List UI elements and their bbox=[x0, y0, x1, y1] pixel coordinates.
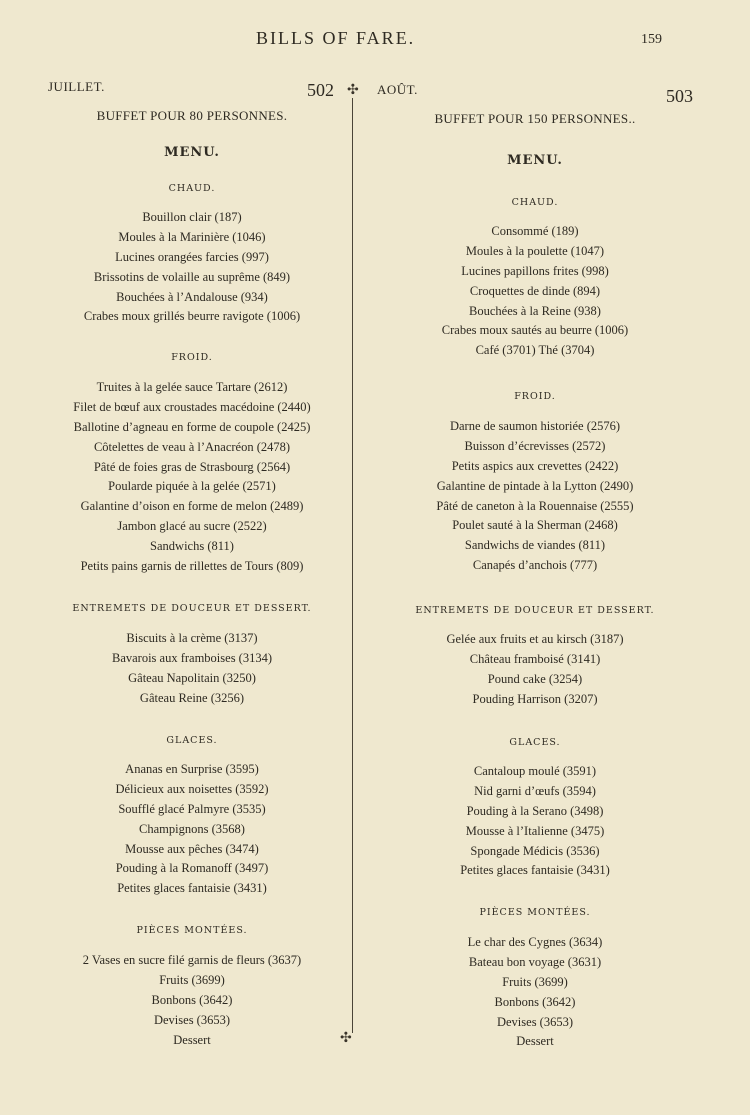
menu-item: Petites glaces fantaisie (3431) bbox=[117, 881, 267, 896]
menu-item: Lucines papillons frites (998) bbox=[461, 263, 609, 278]
section-items-glaces bbox=[373, 762, 697, 881]
menu-item: Gâteau Reine (3256) bbox=[139, 690, 245, 705]
menu-item: Petits aspics aux crevettes (2422) bbox=[451, 458, 619, 473]
section-title-chaud: CHAUD. bbox=[511, 197, 559, 208]
section-items-pieces-montees bbox=[373, 933, 697, 1052]
menu-item: Bonbons (3642) bbox=[151, 992, 233, 1007]
section-items-chaud bbox=[373, 222, 697, 361]
menu-item: Brissotins de volaille au suprême (849) bbox=[93, 269, 291, 284]
menu-item: Bouchées à l’Andalouse (934) bbox=[116, 289, 268, 304]
section-title-froid: FROID. bbox=[514, 391, 556, 402]
menu-item: Soufflé glacé Palmyre (3535) bbox=[118, 801, 266, 816]
menu-item: Petites glaces fantaisie (3431) bbox=[460, 863, 610, 878]
menu-item: 2 Vases en sucre filé garnis de fleurs (3637) bbox=[82, 953, 302, 967]
menu-item: Fruits (3699) bbox=[159, 972, 225, 987]
section-title-entremets: ENTREMETS DE DOUCEUR ET DESSERT. bbox=[415, 605, 655, 616]
menu-item: Spongade Médicis (3536) bbox=[470, 843, 600, 858]
section-title-pieces-montees: PIÈCES MONTÉES. bbox=[479, 907, 591, 918]
menu-item: Bavarois aux framboises (3134) bbox=[111, 650, 273, 665]
buffet-heading: BUFFET POUR 150 PERSONNES.. bbox=[434, 111, 636, 126]
menu-item: Bonbons (3642) bbox=[494, 994, 576, 1009]
menu-item: Dessert bbox=[173, 1032, 211, 1047]
buffet-heading: BUFFET POUR 80 PERSONNES. bbox=[96, 108, 288, 123]
menu-item: Pâté de caneton à la Rouennaise (2555) bbox=[436, 498, 634, 513]
section-title-froid: FROID. bbox=[171, 352, 213, 363]
menu-month: AOÛT. bbox=[377, 82, 418, 97]
menu-item: Gelée aux fruits et au kirsch (3187) bbox=[446, 632, 624, 646]
menu-item: Sandwichs de viandes (811) bbox=[464, 538, 606, 553]
menu-number: 502 bbox=[307, 80, 334, 100]
menu-item: Crabes moux grillés beurre ravigote (1006) bbox=[83, 309, 301, 324]
section-title-entremets: ENTREMETS DE DOUCEUR ET DESSERT. bbox=[72, 603, 312, 614]
section-title-chaud: CHAUD. bbox=[168, 183, 216, 194]
menu-item: Ananas en Surprise (3595) bbox=[125, 762, 259, 776]
menu-item: Canapés d’anchois (777) bbox=[472, 558, 598, 573]
menu-item: Bouchées à la Reine (938) bbox=[469, 303, 601, 318]
menu-item: Galantine d’oison en forme de melon (2489) bbox=[80, 499, 304, 514]
menu-item: Cantaloup moulé (3591) bbox=[473, 764, 597, 778]
menu-item: Pouding à la Serano (3498) bbox=[466, 803, 604, 818]
menu-month: JUILLET. bbox=[48, 79, 105, 94]
section-items-froid bbox=[373, 417, 697, 576]
page-number: 159 bbox=[641, 32, 662, 47]
menu-item: Le char des Cygnes (3634) bbox=[467, 935, 603, 949]
menu-item: Fruits (3699) bbox=[502, 974, 568, 989]
menu-item: Mousse aux pêches (3474) bbox=[125, 841, 259, 856]
menu-item: Champignons (3568) bbox=[139, 821, 245, 836]
section-items-pieces-montees bbox=[30, 951, 354, 1050]
menu-item: Biscuits à la crème (3137) bbox=[126, 631, 258, 645]
menu-item: Côtelettes de veau à l’Anacréon (2478) bbox=[93, 439, 291, 454]
menu-item: Pouding Harrison (3207) bbox=[472, 691, 598, 706]
menu-item: Ballotine d’agneau en forme de coupole (2425) bbox=[73, 419, 311, 434]
section-title-glaces: GLACES. bbox=[166, 735, 218, 746]
menu-item: Crabes moux sautés au beurre (1006) bbox=[441, 323, 629, 338]
menu-item: Café (3701) Thé (3704) bbox=[475, 343, 595, 358]
menu-item: Truites à la gelée sauce Tartare (2612) bbox=[96, 380, 288, 394]
section-items-entremets bbox=[373, 630, 697, 710]
menu-item: Lucines orangées farcies (997) bbox=[115, 249, 269, 264]
menu-item: Château framboisé (3141) bbox=[469, 651, 601, 666]
menu-item: Moules à la poulette (1047) bbox=[465, 243, 605, 258]
menu-item: Petits pains garnis de rillettes de Tours (809) bbox=[80, 559, 304, 574]
section-title-glaces: GLACES. bbox=[509, 737, 561, 748]
section-items-froid bbox=[30, 378, 354, 577]
menu-item: Bateau bon voyage (3631) bbox=[468, 954, 602, 969]
section-items-entremets bbox=[30, 629, 354, 709]
section-items-chaud bbox=[30, 208, 354, 327]
ornament-cross-top: ✣ bbox=[347, 82, 359, 98]
menu-number: 503 bbox=[666, 86, 693, 106]
menu-item: Poulet sauté à la Sherman (2468) bbox=[452, 518, 618, 533]
menu-item: Délicieux aux noisettes (3592) bbox=[115, 781, 269, 796]
menu-item: Bouillon clair (187) bbox=[142, 210, 242, 224]
menu-item: Darne de saumon historiée (2576) bbox=[449, 419, 621, 433]
menu-item: Galantine de pintade à la Lytton (2490) bbox=[436, 478, 634, 493]
menu-item: Nid garni d’œufs (3594) bbox=[474, 783, 596, 798]
menu-item: Sandwichs (811) bbox=[150, 539, 234, 554]
menu-item: Poularde piquée à la gelée (2571) bbox=[108, 479, 276, 494]
section-items-glaces bbox=[30, 760, 354, 899]
section-title-pieces-montees: PIÈCES MONTÉES. bbox=[136, 925, 248, 936]
menu-item: Buisson d’écrevisses (2572) bbox=[464, 438, 606, 453]
menu-item: Croquettes de dinde (894) bbox=[469, 283, 601, 298]
menu-item: Devises (3653) bbox=[153, 1012, 231, 1027]
menu-item: Gâteau Napolitain (3250) bbox=[128, 670, 256, 685]
menu-item: Pound cake (3254) bbox=[487, 671, 583, 686]
menu-502-column bbox=[42, 0, 342, 1115]
menu-item: Mousse à l’Italienne (3475) bbox=[465, 823, 605, 838]
menu-item: Devises (3653) bbox=[496, 1014, 574, 1029]
ornament-cross-bottom: ✣ bbox=[340, 1030, 352, 1046]
menu-item: Filet de bœuf aux croustades macédoine (2440) bbox=[73, 399, 311, 414]
menu-title: MENU. bbox=[164, 145, 220, 160]
menu-item: Consommé (189) bbox=[491, 224, 579, 238]
menu-title: MENU. bbox=[507, 153, 563, 168]
menu-503-column bbox=[377, 0, 693, 1115]
menu-item: Pouding à la Romanoff (3497) bbox=[115, 861, 269, 876]
menu-item: Moules à la Marinière (1046) bbox=[118, 229, 266, 244]
menu-item: Pâté de foies gras de Strasbourg (2564) bbox=[93, 459, 291, 474]
running-title: BILLS OF FARE. bbox=[256, 28, 416, 48]
menu-item: Jambon glacé au sucre (2522) bbox=[117, 519, 267, 534]
menu-item: Dessert bbox=[516, 1034, 554, 1049]
